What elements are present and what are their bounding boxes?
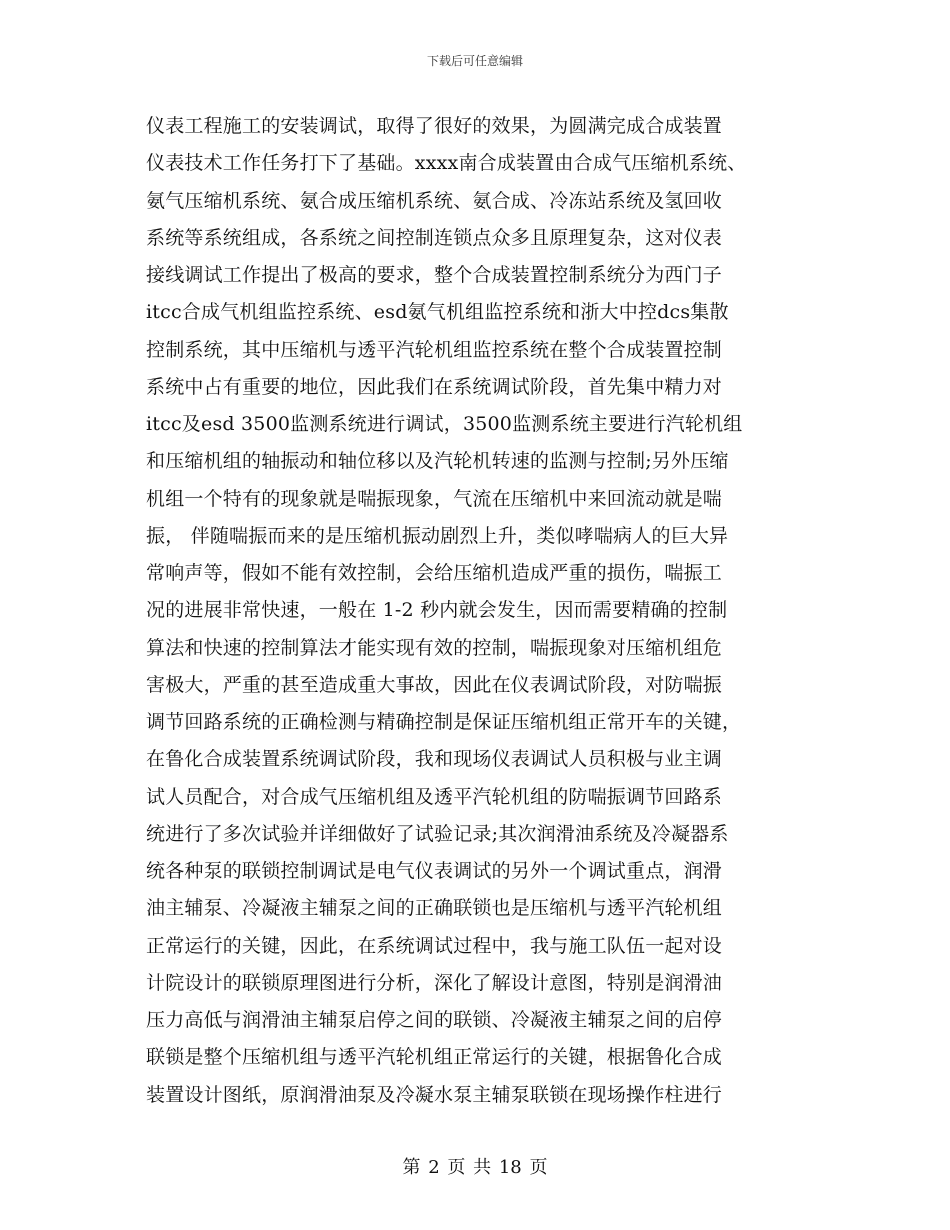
body-line: 仪表技术工作任务打下了基础。xxxx南合成装置由合成气压缩机系统、 [146,152,747,175]
page-number-footer: 第 2 页 共 18 页 [402,1157,548,1178]
body-line: 仪表工程施工的安装调试，取得了很好的效果，为圆满完成合成装置 [146,115,723,137]
body-line: 系统中占有重要的地位，因此我们在系统调试阶段，首先集中精力对 [146,375,723,398]
body-line: 害极大，严重的甚至造成重大事故，因此在仪表调试阶段，对防喘振 [146,673,723,696]
body-line: 算法和快速的控制算法才能实现有效的控制，喘振现象对压缩机组危 [146,636,723,659]
body-line: 油主辅泵、冷凝液主辅泵之间的正确联锁也是压缩机与透平汽轮机组 [146,897,723,920]
body-line: itcc及esd 3500监测系统进行调试，3500监测系统主要进行汽轮机组 [146,413,743,435]
body-line: 装置设计图纸，原润滑油泵及冷凝水泵主辅泵联锁在现场操作柱进行 [146,1083,723,1106]
body-line: 振， 伴随喘振而来的是压缩机振动剧烈上升，类似哮喘病人的巨大异 [146,524,729,547]
body-line: 统进行了多次试验并详细做好了试验记录;其次润滑油系统及冷凝器系 [146,822,729,845]
body-line: 联锁是整个压缩机组与透平汽轮机组正常运行的关键，根据鲁化合成 [146,1046,723,1069]
page-header: 下载后可任意编辑 [426,54,523,68]
body-line: 况的进展非常快速，一般在 1-2 秒内就会发生，因而需要精确的控制 [146,599,728,622]
body-line: 氨气压缩机系统、氨合成压缩机系统、氨合成、冷冻站系统及氢回收 [146,189,723,212]
body-line: 压力高低与润滑油主辅泵启停之间的联锁、冷凝液主辅泵之间的启停 [146,1009,723,1031]
body-line: itcc合成气机组监控系统、esd氨气机组监控系统和浙大中控dcs集散 [146,301,729,324]
body-text [146,108,826,1114]
body-line: 试人员配合，对合成气压缩机组及透平汽轮机组的防喘振调节回路系 [146,785,723,808]
body-line: 接线调试工作提出了极高的要求，整个合成装置控制系统分为西门子 [146,264,723,286]
body-line: 调节回路系统的正确检测与精确控制是保证压缩机组正常开车的关键， [146,711,742,733]
body-line: 在鲁化合成装置系统调试阶段，我和现场仪表调试人员积极与业主调 [146,748,723,771]
body-line: 和压缩机组的轴振动和轴位移以及汽轮机转速的监测与控制;另外压缩 [146,450,729,473]
body-line: 系统等系统组成，各系统之间控制连锁点众多且原理复杂，这对仪表 [146,226,723,249]
body-line: 统各种泵的联锁控制调试是电气仪表调试的另外一个调试重点，润滑 [146,860,723,882]
body-line: 计院设计的联锁原理图进行分析，深化了解设计意图，特别是润滑油 [146,971,723,994]
body-line: 控制系统，其中压缩机与透平汽轮机组监控系统在整个合成装置控制 [146,338,723,361]
body-line: 常响声等，假如不能有效控制，会给压缩机造成严重的损伤，喘振工 [146,562,723,584]
body-line: 机组一个特有的现象就是喘振现象，气流在压缩机中来回流动就是喘 [146,487,723,510]
body-line: 正常运行的关键，因此，在系统调试过程中，我与施工队伍一起对设 [146,934,723,957]
